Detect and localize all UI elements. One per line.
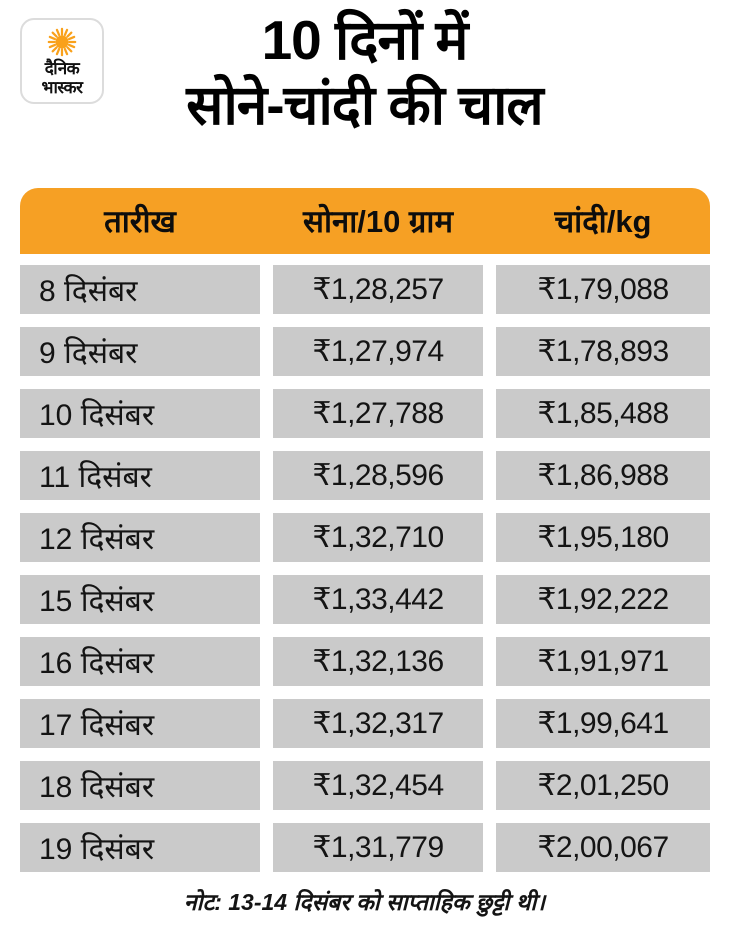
date-cell: 17 दिसंबर [20,699,260,748]
silver-price-cell: ₹1,95,180 [496,513,710,562]
table-row [20,637,710,686]
table-row [20,265,710,314]
silver-price-cell: ₹1,92,222 [496,575,710,624]
dainik-bhaskar-logo [20,18,104,104]
gold-price-cell: ₹1,28,596 [273,451,483,500]
date-cell: 8 दिसंबर [20,265,260,314]
silver-price-cell: ₹2,01,250 [496,761,710,810]
column-header-silver: चांदी/kg [554,204,652,239]
column-header-date: तारीख [104,204,176,239]
silver-price-cell: ₹1,78,893 [496,327,710,376]
silver-price-cell: ₹2,00,067 [496,823,710,872]
gold-price-cell: ₹1,31,779 [273,823,483,872]
page-title-line1: 10 दिनों में [261,9,468,71]
silver-price-cell: ₹1,91,971 [496,637,710,686]
page-title-line2: सोने-चांदी की चाल [186,73,543,136]
gold-price-cell: ₹1,32,317 [273,699,483,748]
date-cell: 19 दिसंबर [20,823,260,872]
gold-price-cell: ₹1,32,454 [273,761,483,810]
column-header-gold: सोना/10 ग्राम [303,204,453,239]
date-cell: 15 दिसंबर [20,575,260,624]
date-cell: 10 दिसंबर [20,389,260,438]
silver-price-cell: ₹1,86,988 [496,451,710,500]
silver-price-cell: ₹1,85,488 [496,389,710,438]
date-cell: 11 दिसंबर [20,451,260,500]
date-cell: 12 दिसंबर [20,513,260,562]
gold-price-cell: ₹1,32,710 [273,513,483,562]
table-row [20,389,710,438]
table-row [20,823,710,872]
sunburst-icon [46,26,78,58]
silver-price-cell: ₹1,79,088 [496,265,710,314]
table-row [20,513,710,562]
holiday-note: नोट: 13-14 दिसंबर को साप्ताहिक छुट्टी थी। [183,889,546,915]
gold-price-cell: ₹1,27,788 [273,389,483,438]
logo-text-line1: दैनिक [44,58,80,78]
logo-text-line2: भास्कर [41,77,83,97]
table-row [20,699,710,748]
table-row [20,575,710,624]
table-row [20,451,710,500]
table-row [20,327,710,376]
gold-price-cell: ₹1,28,257 [273,265,483,314]
table-row [20,761,710,810]
table-header-row [20,188,710,254]
gold-price-cell: ₹1,27,974 [273,327,483,376]
page-title [0,0,729,138]
silver-price-cell: ₹1,99,641 [496,699,710,748]
date-cell: 16 दिसंबर [20,637,260,686]
date-cell: 9 दिसंबर [20,327,260,376]
gold-price-cell: ₹1,33,442 [273,575,483,624]
header [0,0,729,188]
date-cell: 18 दिसंबर [20,761,260,810]
gold-price-cell: ₹1,32,136 [273,637,483,686]
